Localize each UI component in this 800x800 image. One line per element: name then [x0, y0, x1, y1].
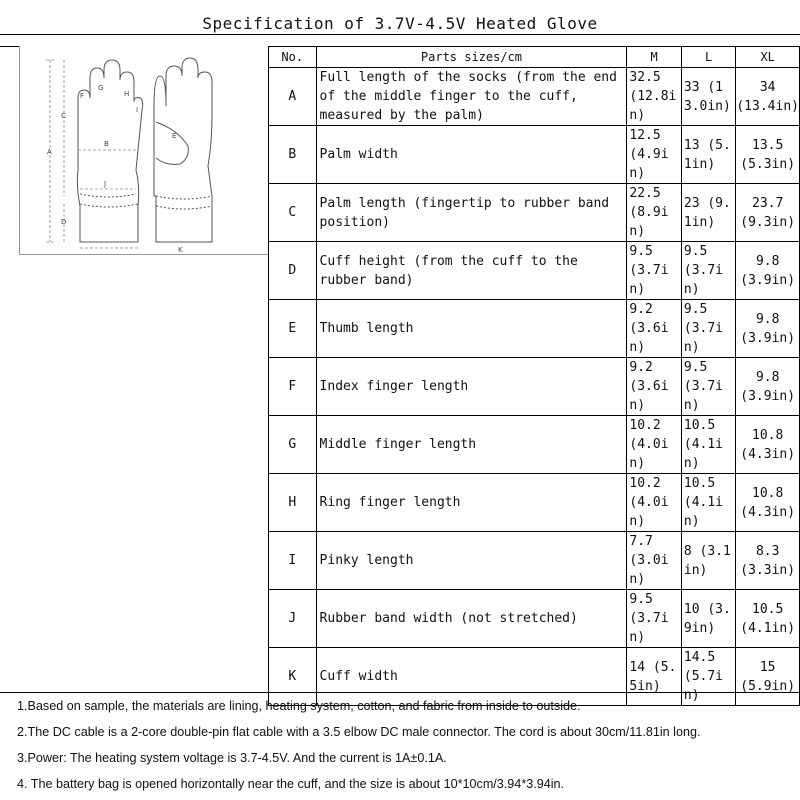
row-m: 9.2 (3.6in)	[627, 358, 681, 416]
row-no: G	[269, 416, 317, 474]
row-xl: 13.5 (5.3in)	[736, 126, 800, 184]
header-no: No.	[269, 47, 317, 68]
diagram-label-b: B	[104, 140, 109, 148]
row-part: Cuff height (from the cuff to the rubber band)	[316, 242, 627, 300]
glove-diagram-svg	[20, 46, 268, 254]
table-row	[269, 68, 800, 126]
glove-diagram	[19, 46, 269, 255]
row-l: 10 (3.9in)	[681, 590, 735, 648]
row-l: 23 (9.1in)	[681, 184, 735, 242]
table-row	[269, 358, 800, 416]
row-l: 10.5 (4.1in)	[681, 416, 735, 474]
row-part: Ring finger length	[316, 474, 627, 532]
row-m: 9.5 (3.7in)	[627, 590, 681, 648]
row-no: F	[269, 358, 317, 416]
row-part: Full length of the socks (from the end of the middle finger to the cuff, measured by the palm)	[316, 68, 627, 126]
table-row	[269, 300, 800, 358]
row-xl: 10.8 (4.3in)	[736, 474, 800, 532]
row-xl: 23.7 (9.3in)	[736, 184, 800, 242]
row-xl: 10.8 (4.3in)	[736, 416, 800, 474]
row-no: D	[269, 242, 317, 300]
diagram-label-g: G	[98, 84, 104, 92]
diagram-label-k: K	[178, 246, 183, 254]
note-3: 3.Power: The heating system voltage is 3.7-4.5V. And the current is 1A±0.1A.	[17, 751, 447, 765]
row-part: Palm width	[316, 126, 627, 184]
row-m: 9.2 (3.6in)	[627, 300, 681, 358]
diagram-label-a: A	[47, 148, 52, 156]
note-4: 4. The battery bag is opened horizontally near the cuff, and the size is about 10*10cm/3.94*3.94in.	[17, 777, 565, 791]
note-1: 1.Based on sample, the materials are lining, heating system, cotton, and fabric from inside to outside.	[17, 699, 581, 713]
row-no: H	[269, 474, 317, 532]
left-glove-outline	[77, 60, 142, 242]
row-part: Rubber band width (not stretched)	[316, 590, 627, 648]
row-part: Middle finger length	[316, 416, 627, 474]
table-row	[269, 242, 800, 300]
diagram-label-c: C	[61, 112, 66, 120]
diagram-label-f: F	[80, 92, 85, 100]
diagram-label-j: J	[104, 180, 107, 188]
right-glove-outline	[154, 58, 212, 242]
table-header-row	[269, 47, 800, 68]
row-no: B	[269, 126, 317, 184]
table-row	[269, 416, 800, 474]
row-xl: 9.8 (3.9in)	[736, 242, 800, 300]
row-l: 8 (3.1in)	[681, 532, 735, 590]
row-no: J	[269, 590, 317, 648]
row-no: C	[269, 184, 317, 242]
row-l: 9.5 (3.7in)	[681, 358, 735, 416]
row-part: Cuff width	[316, 648, 627, 706]
row-m: 9.5 (3.7in)	[627, 242, 681, 300]
header-xl: XL	[736, 47, 800, 68]
diagram-label-d: D	[61, 218, 67, 226]
row-l: 10.5 (4.1in)	[681, 474, 735, 532]
row-part: Pinky length	[316, 532, 627, 590]
row-m: 22.5 (8.9in)	[627, 184, 681, 242]
row-l: 33 (13.0in)	[681, 68, 735, 126]
row-m: 14 (5.5in)	[627, 648, 681, 706]
table-row	[269, 590, 800, 648]
diagram-label-h: H	[124, 90, 130, 98]
row-xl: 8.3 (3.3in)	[736, 532, 800, 590]
row-m: 12.5 (4.9in)	[627, 126, 681, 184]
header-parts: Parts sizes/cm	[316, 47, 627, 68]
table-row	[269, 532, 800, 590]
row-m: 10.2 (4.0in)	[627, 416, 681, 474]
notes-section	[0, 692, 800, 797]
row-l: 13 (5.1in)	[681, 126, 735, 184]
row-xl: 34 (13.4in)	[736, 68, 800, 126]
size-spec-table	[268, 46, 800, 706]
row-no: A	[269, 68, 317, 126]
row-part: Thumb length	[316, 300, 627, 358]
diagram-label-i: I	[136, 106, 139, 114]
header-l: L	[681, 47, 735, 68]
row-xl: 9.8 (3.9in)	[736, 358, 800, 416]
row-l: 9.5 (3.7in)	[681, 300, 735, 358]
row-xl: 10.5 (4.1in)	[736, 590, 800, 648]
row-m: 10.2 (4.0in)	[627, 474, 681, 532]
row-m: 32.5 (12.8in)	[627, 68, 681, 126]
note-2: 2.The DC cable is a 2-core double-pin flat cable with a 3.5 elbow DC male connector. The cord is about 30cm/11.81in long.	[17, 725, 701, 739]
page-title: Specification of 3.7V-4.5V Heated Glove	[0, 0, 800, 35]
row-no: E	[269, 300, 317, 358]
row-xl: 9.8 (3.9in)	[736, 300, 800, 358]
row-l: 9.5 (3.7in)	[681, 242, 735, 300]
table-row	[269, 474, 800, 532]
row-m: 7.7 (3.0in)	[627, 532, 681, 590]
diagram-label-e: E	[172, 132, 177, 140]
row-xl: 15 (5.9in)	[736, 648, 800, 706]
header-m: M	[627, 47, 681, 68]
table-row	[269, 126, 800, 184]
table-row	[269, 184, 800, 242]
row-part: Palm length (fingertip to rubber band position)	[316, 184, 627, 242]
row-no: K	[269, 648, 317, 706]
row-l: 14.5 (5.7in)	[681, 648, 735, 706]
row-part: Index finger length	[316, 358, 627, 416]
row-no: I	[269, 532, 317, 590]
